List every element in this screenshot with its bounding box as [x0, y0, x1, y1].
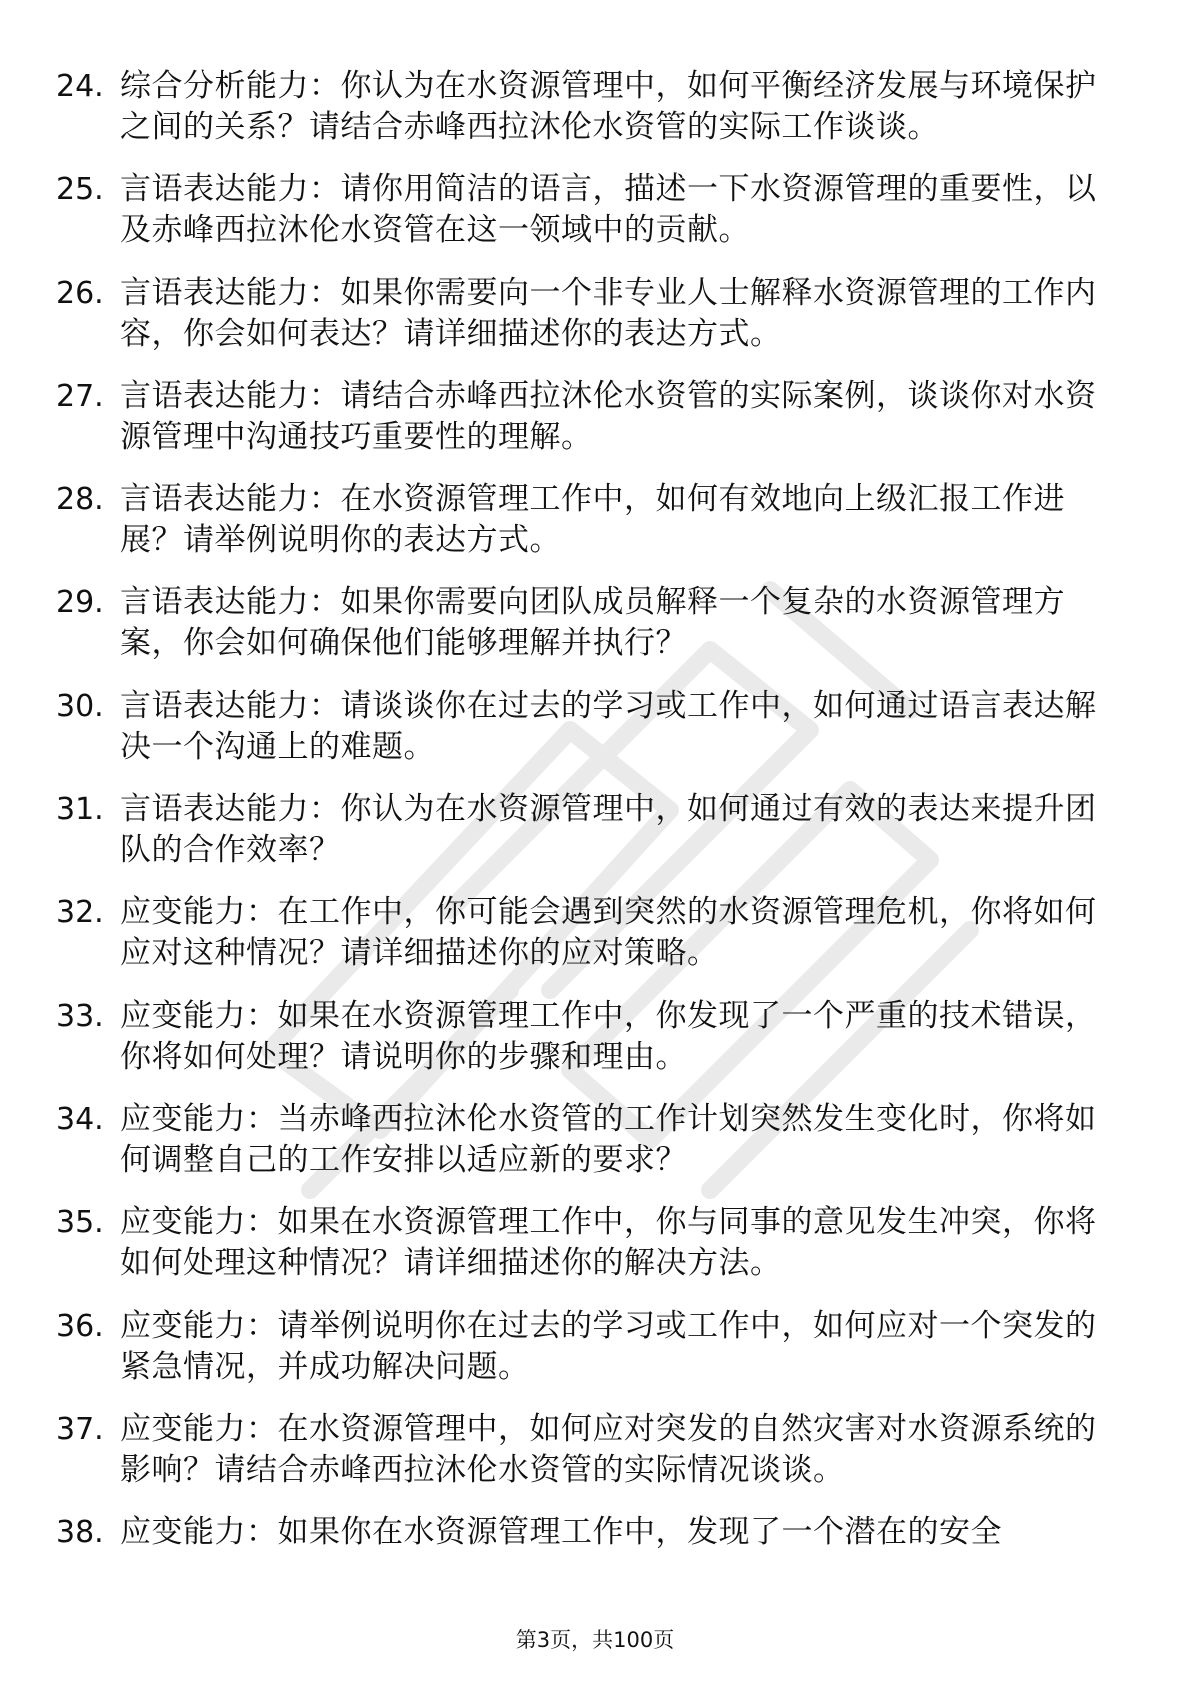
question-item: [56, 892, 1134, 995]
question-text: 应变能力：在水资源管理中，如何应对突发的自然灾害对水资源系统的影响？请结合赤峰西拉沐伦水资管的实际情况谈谈。: [120, 1410, 1097, 1488]
question-item: [56, 479, 1134, 582]
question-text: 言语表达能力：如果你需要向一个非专业人士解释水资源管理的工作内容，你会如何表达？请详细描述你的表达方式。: [120, 274, 1097, 352]
question-item: [56, 582, 1134, 685]
question-item: [56, 273, 1134, 376]
question-number: 38.: [56, 1515, 104, 1551]
question-text: 应变能力：如果你在水资源管理工作中，发现了一个潜在的安全: [120, 1514, 1002, 1551]
question-text: 言语表达能力：请结合赤峰西拉沐伦水资管的实际案例，谈谈你对水资源管理中沟通技巧重要性的理解。: [120, 377, 1097, 455]
question-text: 言语表达能力：你认为在水资源管理中，如何通过有效的表达来提升团队的合作效率？: [120, 791, 1097, 869]
question-number: 29.: [56, 585, 104, 621]
question-number: 30.: [56, 688, 104, 724]
question-number: 35.: [56, 1205, 104, 1241]
question-text: 言语表达能力：如果你需要向团队成员解释一个复杂的水资源管理方案，你会如何确保他们能够理解并执行？: [120, 584, 1065, 662]
question-item: [56, 1512, 1134, 1615]
page-footer: 第3页，共100页: [515, 1628, 675, 1652]
question-item: [56, 376, 1134, 479]
question-item: [56, 789, 1134, 892]
question-text: 应变能力：如果在水资源管理工作中，你与同事的意见发生冲突，你将如何处理这种情况？请详细描述你的解决方法。: [120, 1204, 1097, 1282]
question-item: [56, 1409, 1134, 1512]
question-text: 言语表达能力：请谈谈你在过去的学习或工作中，如何通过语言表达解决一个沟通上的难题。: [120, 687, 1097, 765]
question-item: [56, 1099, 1134, 1202]
question-list: [56, 66, 1134, 1615]
question-item: [56, 1306, 1134, 1409]
question-number: 36.: [56, 1308, 104, 1344]
question-number: 32.: [56, 895, 104, 931]
question-text: 应变能力：在工作中，你可能会遇到突然的水资源管理危机，你将如何应对这种情况？请详细描述你的应对策略。: [120, 894, 1097, 972]
question-number: 31.: [56, 792, 104, 828]
question-text: 综合分析能力：你认为在水资源管理中，如何平衡经济发展与环境保护之间的关系？请结合赤峰西拉沐伦水资管的实际工作谈谈。: [120, 68, 1097, 145]
question-number: 28.: [56, 482, 104, 518]
question-text: 应变能力：请举例说明你在过去的学习或工作中，如何应对一个突发的紧急情况，并成功解决问题。: [120, 1307, 1097, 1385]
question-number: 24.: [56, 69, 104, 104]
question-text: 言语表达能力：请你用简洁的语言，描述一下水资源管理的重要性，以及赤峰西拉沐伦水资管在这一领域中的贡献。: [120, 171, 1097, 249]
question-item: [56, 66, 1134, 169]
question-number: 26.: [56, 275, 104, 311]
question-item: [56, 996, 1134, 1099]
question-number: 37.: [56, 1411, 104, 1447]
question-item: [56, 686, 1134, 789]
question-number: 33.: [56, 998, 104, 1034]
question-item: [56, 1202, 1134, 1305]
question-number: 27.: [56, 378, 104, 414]
question-text: 应变能力：如果在水资源管理工作中，你发现了一个严重的技术错误，你将如何处理？请说明你的步骤和理由。: [120, 997, 1097, 1075]
question-item: [56, 169, 1134, 272]
question-text: 应变能力：当赤峰西拉沐伦水资管的工作计划突然发生变化时，你将如何调整自己的工作安排以适应新的要求？: [120, 1100, 1097, 1178]
question-text: 言语表达能力：在水资源管理工作中，如何有效地向上级汇报工作进展？请举例说明你的表达方式。: [120, 481, 1065, 559]
question-number: 25.: [56, 172, 104, 208]
question-number: 34.: [56, 1101, 104, 1137]
